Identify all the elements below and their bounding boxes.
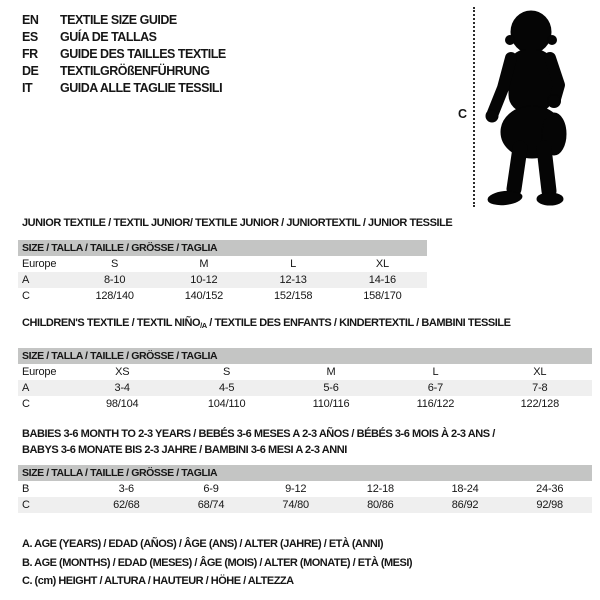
table-cell: 158/170	[363, 290, 402, 302]
junior-textile-section	[18, 217, 453, 304]
table-cell: S	[111, 258, 119, 270]
table-cell: XS	[115, 366, 130, 378]
table-cell: 6-9	[203, 483, 219, 495]
table-cell: 5-6	[323, 382, 339, 394]
table-cell: 3-4	[114, 382, 130, 394]
junior-age-row	[18, 272, 427, 288]
row-label: C	[22, 499, 30, 511]
table-cell: 140/152	[184, 290, 224, 302]
language-code: EN	[22, 13, 39, 27]
babies-months-row	[18, 481, 592, 497]
language-code: ES	[22, 30, 38, 44]
junior-europe-row	[18, 256, 427, 272]
title-subscript: /A	[200, 321, 207, 330]
table-cell: 80/86	[367, 499, 394, 511]
childrens-age-row	[18, 380, 592, 396]
table-cell: 24-36	[536, 483, 564, 495]
babies-title-line1: BABIES 3-6 MONTH TO 2-3 YEARS / BEBÉS 3-6 MESES A 2-3 AÑOS / BÉBÉS 3-6 MOIS À 2-3 ANS /	[22, 428, 495, 440]
table-cell: 152/158	[273, 290, 313, 302]
table-cell: 10-12	[190, 274, 218, 286]
language-code: DE	[22, 64, 39, 78]
row-label: Europe	[22, 366, 57, 378]
table-cell: 116/122	[416, 398, 455, 410]
language-code: FR	[22, 47, 38, 61]
table-cell: 104/110	[207, 398, 246, 410]
table-cell: 4-5	[218, 382, 235, 394]
table-cell: 18-24	[451, 483, 479, 495]
table-cell: 6-7	[427, 382, 444, 394]
row-label: Europe	[22, 258, 57, 270]
language-code: IT	[22, 81, 33, 95]
table-cell: L	[290, 258, 297, 270]
title-rest: / TEXTILE DES ENFANTS / KINDERTEXTIL / BAMBINI TESSILE	[206, 317, 511, 329]
table-cell: XL	[375, 258, 389, 270]
language-list	[22, 12, 226, 97]
table-cell: XL	[533, 366, 547, 378]
title-main: CHILDREN'S TEXTILE / TEXTIL NIÑO	[22, 317, 201, 329]
table-cell: 128/140	[95, 290, 134, 302]
language-label: TEXTILGRÖßENFÜHRUNG	[60, 64, 210, 78]
table-cell: 98/104	[105, 398, 139, 410]
childrens-textile-section	[18, 317, 592, 412]
junior-section-title: JUNIOR TEXTILE / TEXTIL JUNIOR/ TEXTILE JUNIOR / JUNIORTEXTIL / JUNIOR TESSILE	[22, 217, 453, 229]
table-cell: 86/92	[451, 499, 479, 511]
table-cell: 8-10	[104, 274, 126, 286]
table-cell: S	[223, 366, 231, 378]
childrens-size-header-band: SIZE / TALLA / TAILLE / GRÖSSE / TAGLIA	[18, 348, 592, 364]
language-row	[22, 63, 226, 80]
legend-age-years: A. AGE (YEARS) / EDAD (AÑOS) / ÂGE (ANS) / ALTER (JAHRE) / ETÀ (ANNI)	[22, 538, 384, 550]
row-label: C	[22, 290, 30, 302]
table-cell: 12-18	[366, 483, 394, 495]
babies-textile-section	[18, 426, 592, 513]
table-cell: 122/128	[520, 398, 560, 410]
row-label: B	[22, 483, 30, 495]
table-cell: 68/74	[197, 499, 225, 511]
table-cell: 92/98	[536, 499, 563, 511]
junior-height-row	[18, 288, 427, 304]
babies-section-title	[18, 426, 592, 458]
toddler-silhouette-image	[480, 0, 600, 210]
table-cell: 110/116	[312, 398, 350, 410]
row-label: C	[22, 398, 30, 410]
table-cell: 12-13	[279, 274, 307, 286]
language-label: GUIDA ALLE TAGLIE TESSILI	[60, 81, 223, 95]
language-row	[22, 29, 226, 46]
babies-size-header-band: SIZE / TALLA / TAILLE / GRÖSSE / TAGLIA	[18, 465, 592, 481]
childrens-section-title	[18, 317, 592, 330]
row-label: A	[22, 274, 30, 286]
table-cell: L	[432, 366, 439, 378]
table-cell: 9-12	[285, 483, 307, 495]
language-row	[22, 12, 226, 29]
language-row	[22, 80, 226, 97]
legend-age-months: B. AGE (MONTHS) / EDAD (MESES) / ÂGE (MOIS) / ALTER (MONATE) / ETÀ (MESI)	[22, 556, 413, 569]
childrens-height-row	[18, 396, 592, 412]
table-cell: 74/80	[282, 499, 309, 511]
table-cell: 14-16	[368, 274, 396, 286]
language-label: GUÍA DE TALLAS	[60, 30, 157, 44]
childrens-europe-row	[18, 364, 592, 380]
legend-height-cm: C. (cm) HEIGHT / ALTURA / HAUTEUR / HÖHE / ALTEZZA	[22, 575, 294, 587]
language-label: TEXTILE SIZE GUIDE	[60, 13, 177, 27]
table-cell: M	[326, 366, 336, 378]
table-cell: M	[199, 258, 209, 270]
babies-height-row	[18, 497, 592, 513]
language-label: GUIDE DES TAILLES TEXTILE	[60, 47, 226, 61]
babies-title-line2: BABYS 3-6 MONATE BIS 2-3 JAHRE / BAMBINI 3-6 MESI A 2-3 ANNI	[22, 444, 347, 456]
measurement-legend	[22, 535, 412, 591]
table-cell: 62/68	[113, 499, 140, 511]
row-label: A	[22, 382, 30, 394]
height-measure-dotted-line	[473, 7, 475, 207]
language-row	[22, 46, 226, 63]
table-cell: 3-6	[118, 483, 134, 495]
table-cell: 7-8	[532, 382, 548, 394]
junior-size-header-band: SIZE / TALLA / TAILLE / GRÖSSE / TAGLIA	[18, 240, 427, 256]
height-measure-label: C	[458, 107, 468, 121]
